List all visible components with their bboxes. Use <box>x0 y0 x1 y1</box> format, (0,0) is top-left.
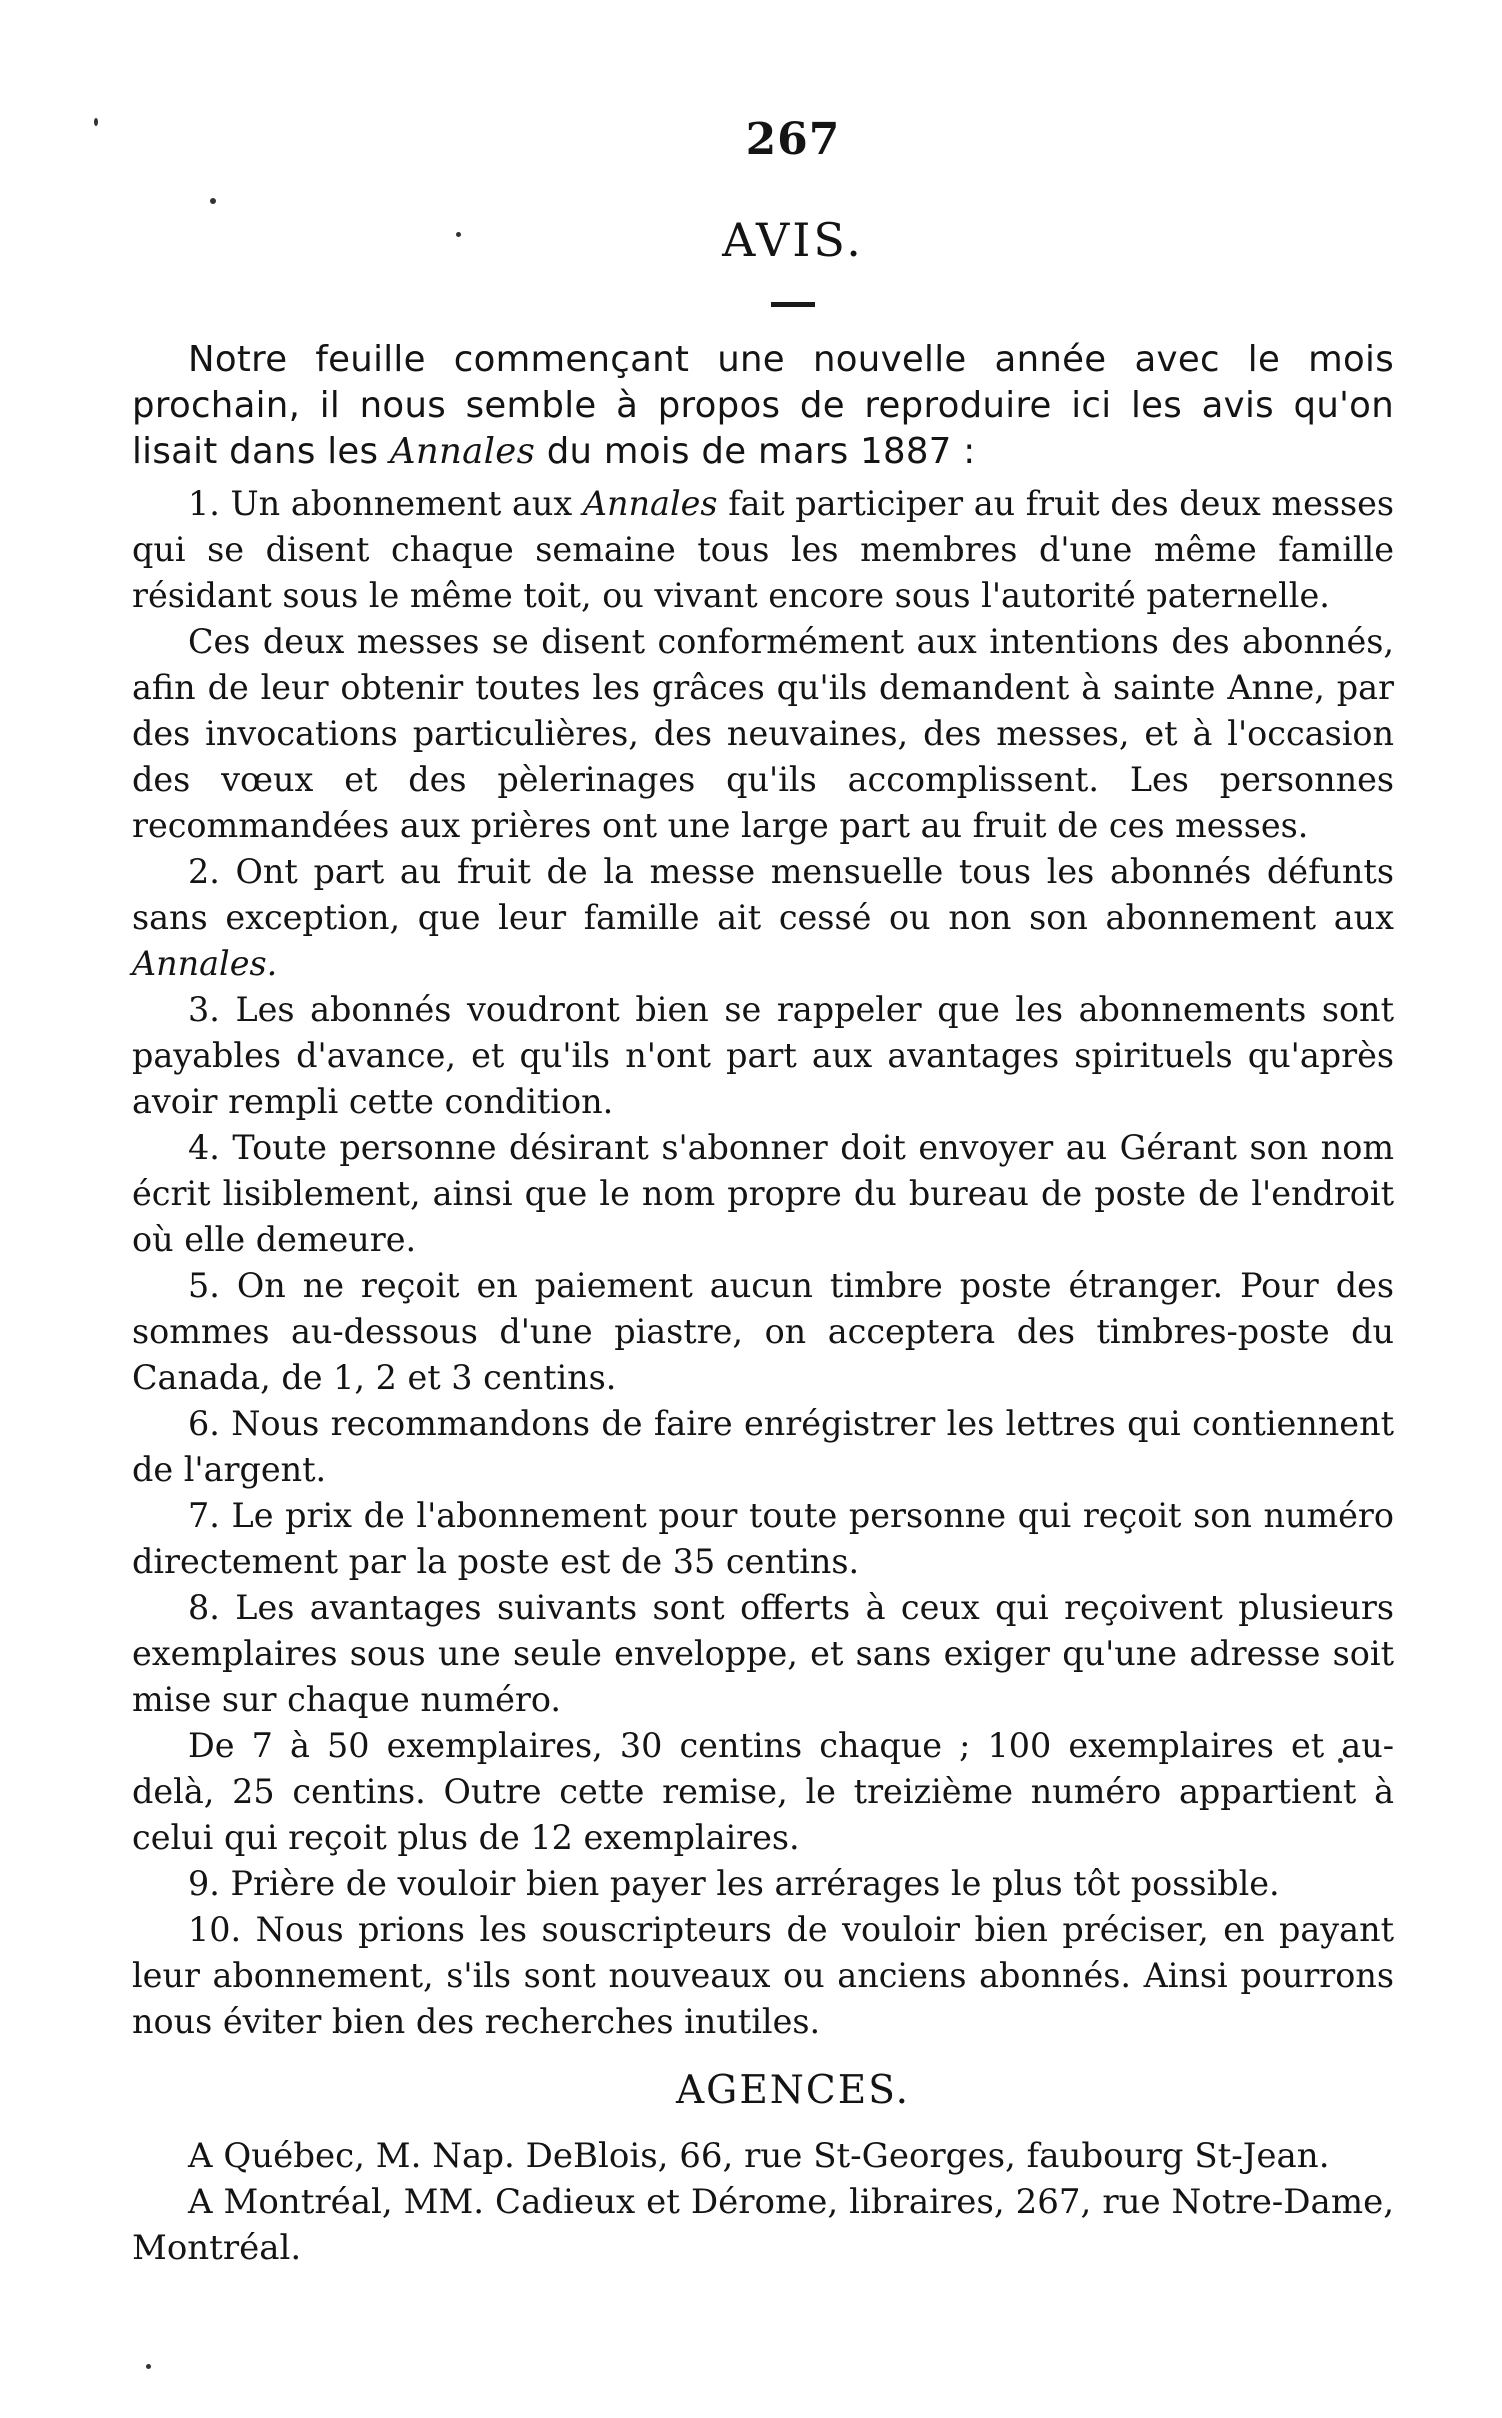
item-number: 3. <box>188 990 220 1029</box>
item-text: Ces deux messes se disent conformément aux intentions des abonnés, afin de leur obtenir toutes les grâces qu'ils demandent à sainte Anne, par des invocations particulières, des neuvaines, des messes, et à l'occasion des vœux et des pèlerinages qu'ils accomplissent. Les personnes recommandées aux prières ont une large part au fruit de ces messes. <box>132 622 1394 845</box>
item-text: Nous prions les souscripteurs de vouloir bien préciser, en payant leur abonnement, s'ils sont nouveaux ou anciens abonnés. Ainsi pourrons nous éviter bien des recherches inutiles. <box>132 1910 1394 2041</box>
notice-list <box>132 481 1394 2045</box>
item-number: 8. <box>188 1588 220 1627</box>
item-number: 7. <box>188 1496 220 1535</box>
intro-after: du mois de mars 1887 : <box>546 431 976 472</box>
item-italic: Annales <box>582 484 718 523</box>
notice-paragraph <box>132 619 1394 849</box>
item-after: fait participer au fruit des deux messes qui se disent chaque semaine tous les membres d'une même famille résidant sous le même toit, ou vivant encore sous l'autorité paternelle. <box>132 484 1395 615</box>
notice-item <box>132 1861 1394 1907</box>
intro-text: Notre feuille commençant une nouvelle année avec le mois prochain, il nous semble à propos de reproduire ici les avis qu'on lisait dans les <box>132 339 1394 472</box>
notice-item <box>132 987 1394 1125</box>
item-number: 5. <box>188 1266 220 1305</box>
item-text: Le prix de l'abonnement pour toute personne qui reçoit son numéro directement par la poste est de 35 centins. <box>132 1496 1394 1581</box>
notice-item <box>132 1585 1394 1723</box>
notice-item <box>132 1401 1394 1493</box>
notice-item <box>132 1907 1394 2045</box>
item-number: 1. <box>188 484 220 523</box>
item-text: Un abonnement aux <box>230 484 573 523</box>
item-text: Nous recommandons de faire enrégistrer les lettres qui contiennent de l'argent. <box>132 1404 1394 1489</box>
document-page <box>132 108 1394 2271</box>
item-number: 4. <box>188 1128 220 1167</box>
page-number: 267 <box>745 114 841 165</box>
item-number: 6. <box>188 1404 220 1443</box>
item-text: Toute personne désirant s'abonner doit envoyer au Gérant son nom écrit lisiblement, ainsi que le nom propre du bureau de poste de l'endroit où elle demeure. <box>132 1128 1394 1259</box>
item-text: Les avantages suivants sont offerts à ceux qui reçoivent plusieurs exemplaires sous une seule enveloppe, et sans exiger qu'une adresse soit mise sur chaque numéro. <box>132 1588 1394 1719</box>
item-text: On ne reçoit en paiement aucun timbre poste étranger. Pour des sommes au-dessous d'une piastre, on acceptera des timbres-poste du Canada, de 1, 2 et 3 centins. <box>132 1266 1394 1397</box>
item-number: 9. <box>188 1864 220 1903</box>
agences-title: AGENCES. <box>676 2068 910 2113</box>
item-text: Ont part au fruit de la messe mensuelle tous les abonnés défunts sans exception, que leur famille ait cessé ou non son abonnement aux <box>132 852 1394 937</box>
notice-item <box>132 1125 1394 1263</box>
item-number: 10. <box>188 1910 242 1949</box>
item-text: De 7 à 50 exemplaires, 30 centins chaque ; 100 exemplaires et au-delà, 25 centins. Outre cette remise, le treizième numéro appartient à celui qui reçoit plus de 12 exemplaires. <box>132 1726 1394 1857</box>
agency-list <box>132 2133 1394 2271</box>
notice-item <box>132 849 1394 987</box>
intro-italic: Annales <box>389 431 536 472</box>
item-number: 2. <box>188 852 220 891</box>
notice-paragraph <box>132 1723 1394 1861</box>
agency-entry: A Québec, M. Nap. DeBlois, 66, rue St-Georges, faubourg St-Jean. <box>188 2136 1330 2176</box>
item-text: Prière de vouloir bien payer les arrérages le plus tôt possible. <box>230 1864 1280 1903</box>
notice-item <box>132 481 1394 619</box>
item-text: Les abonnés voudront bien se rappeler que les abonnements sont payables d'avance, et qu'ils n'ont part aux avantages spirituels qu'après avoir rempli cette condition. <box>132 990 1394 1121</box>
notice-item <box>132 1493 1394 1585</box>
notice-item <box>132 1263 1394 1401</box>
item-italic: Annales. <box>132 944 278 983</box>
agency-entry: A Montréal, MM. Cadieux et Dérome, libraires, 267, rue Notre-Dame, Montréal. <box>132 2182 1394 2268</box>
intro-paragraph <box>132 337 1394 475</box>
title-divider <box>771 302 815 307</box>
page-title: AVIS. <box>722 213 864 267</box>
